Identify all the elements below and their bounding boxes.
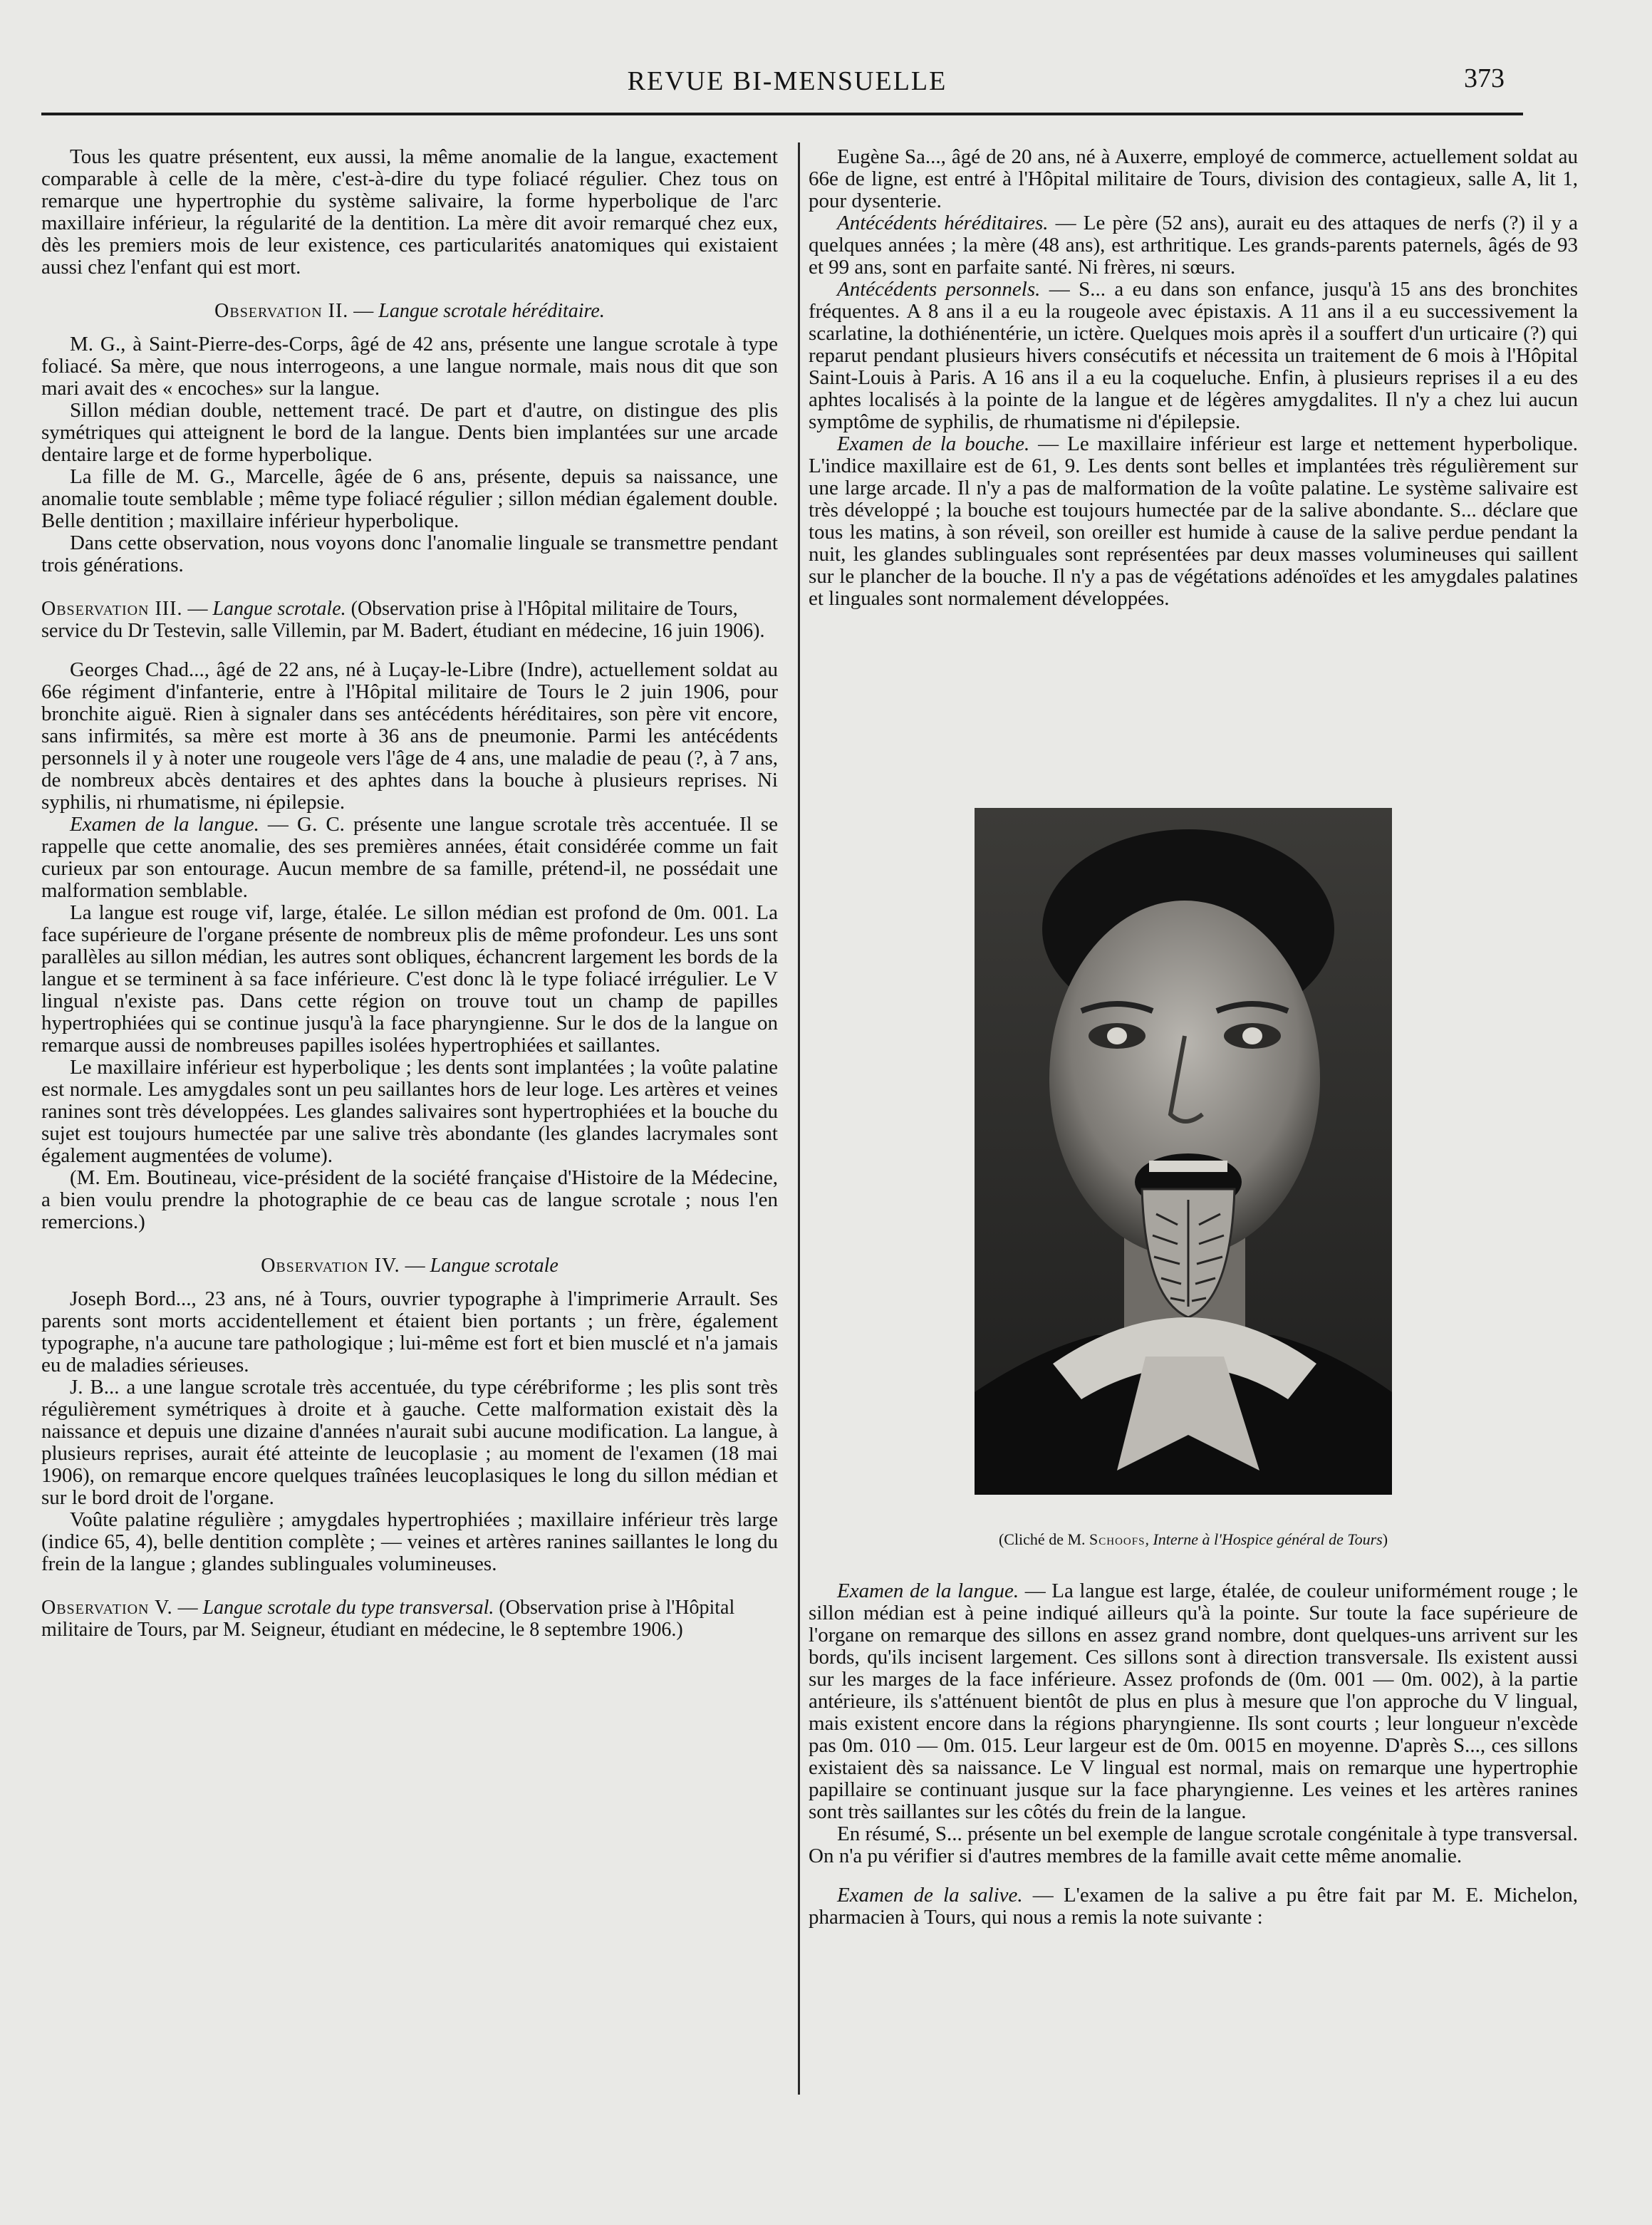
photograph-image xyxy=(975,808,1392,1495)
observation-source: (Observation prise à l'Hôpital militaire de Tours, par M. Seigneur, étudiant en médecine, le 8 septembre 1906.) xyxy=(41,1597,735,1641)
paragraph xyxy=(809,279,1578,433)
paragraph: Voûte palatine régulière ; amygdales hypertrophiées ; maxillaire inférieur très large (indice 65, 4), belle dentition complète ; — veines et artères ranines saillantes le long du frein de la langue ; glandes sublinguales volumineuses. xyxy=(41,1508,778,1575)
left-column xyxy=(41,146,778,1652)
paragraph: Eugène Sa..., âgé de 20 ans, né à Auxerre, employé de commerce, actuellement soldat au 66e de ligne, est entré à l'Hôpital militaire de Tours, division des contagieux, salle A, lit 1, pour dysenterie. xyxy=(809,145,1578,212)
paragraph: Le maxillaire inférieur est hyperbolique ; les dents sont implantées ; la voûte palatine est normale. Les amygdales sont un peu saillantes hors de leur loge. Les artères et veines ranines sont très développées. Les glandes salivaires sont hypertrophiées et la bouche du sujet est toujours humectée par une salive très abondante (les glandes lacrymales sont également augmentées de volume). xyxy=(41,1056,778,1167)
observation-label: Observation II. xyxy=(214,300,349,322)
paragraph: La fille de M. G., Marcelle, âgée de 6 ans, présente, depuis sa naissance, une anomalie toute semblable ; même type foliacé régulier ; sillon médian également double. Belle dentition ; maxillaire inférieur hyperbolique. xyxy=(41,465,778,532)
paragraph: Tous les quatre présentent, eux aussi, la même anomalie de la langue, exactement comparable à celle de la mère, c'est-à-dire du type foliacé régulier. Chez tous on remarque une hypertrophie du système salivaire, la forme hyperbolique de l'arc maxillaire inférieur, la régularité de la dentition. La mère dit avoir remarqué chez eux, dès les premiers mois de leur existence, ces particularités anatomiques qui existaient aussi chez l'enfant qui est mort. xyxy=(41,145,778,279)
page-number: 373 xyxy=(1464,63,1505,93)
section-label: Examen de la langue. xyxy=(837,1580,1019,1602)
section-label: Antécédents héréditaires. xyxy=(837,212,1049,234)
observation-source: (Observation prise à l'Hôpital militaire de Tours, service du Dr Testevin, salle Villemin, par M. Badert, étudiant en médecine, 16 juin 1906). xyxy=(41,598,765,642)
observation-label: Observation V. xyxy=(41,1597,173,1619)
photograph-caption xyxy=(809,1530,1578,1549)
header-rule xyxy=(41,113,1523,115)
heading-dash: — xyxy=(172,1597,203,1619)
heading-dash: — xyxy=(348,300,379,322)
paragraph-text: — G. C. présente une langue scrotale très accentuée. Il se rappelle que cette anomalie, des ses premières années, était considérée comme un fait curieux par son entourage. Aucun membre de sa famille, prétend-il, ne possédait une malformation semblable. xyxy=(41,813,778,902)
observation-subject: Langue scrotale héréditaire. xyxy=(378,300,605,322)
paragraph-text: — L'examen de la salive a pu être fait par M. E. Michelon, pharmacien à Tours, qui nous a remis la note suivante : xyxy=(809,1884,1578,1929)
paragraph xyxy=(809,212,1578,279)
paragraph: (M. Em. Boutineau, vice-président de la société française d'Histoire de la Médecine, a bien voulu prendre la photographie de ce beau cas de langue scrotale ; nous l'en remercions.) xyxy=(41,1166,778,1233)
observation-3-heading xyxy=(41,598,778,642)
observation-subject: Langue scrotale. xyxy=(212,598,346,620)
observation-5-heading xyxy=(41,1597,778,1641)
section-label: Antécédents personnels. xyxy=(837,278,1041,301)
paragraph-text: — La langue est large, étalée, de couleur uniformément rouge ; le sillon médian est à peine indiqué ailleurs qu'à la pointe. Sur toute la face supérieure de l'organe on remarque des sillons en assez grand nombre, dont quelques-uns arrivent sur les bords, qu'ils incisent largement. Ces sillons sont à direction transversale. Ils existent aussi sur les marges de la face inférieure. Assez profonds de (0m. 001 — 0m. 002), à la partie antérieure, ils s'atténuent bientôt de plus en plus à mesure que l'on approche du V lingual, mais existent encore dans la régions pharyngienne. Ils sont courts ; leur longueur n'excède pas 0m. 010 — 0m. 015. Leur largeur est de 0m. 0015 en moyenne. D'après S..., ces sillons existaient dès sa naissance. Le V lingual est normal, mais on remarque une hypertrophie papillaire se continuant jusque sur la face pharyngienne. Les veines et les artères ranines sont très saillantes sur les côtés du frein de la langue. xyxy=(809,1580,1578,1823)
paragraph-text: — Le maxillaire inférieur est large et nettement hyperbolique. L'indice maxillaire est de 61, 9. Les dents sont belles et implantées très régulièrement sur une large arcade. Il n'y a pas de malformation de la voûte palatine. Le système salivaire est très développé ; la bouche est toujours humectée par de la salive abondante. S... déclare que tous les matins, à son réveil, son oreiller est humide à cause de la salive perdue pendant la nuit, les glandes sublinguales sont représentées par deux masses volumineuses qui saillent sur le plancher de la bouche. Il n'y a pas de végétations adénoïdes et les amygdales palatines et linguales sont normalement développées. xyxy=(809,432,1578,610)
paragraph xyxy=(809,433,1578,610)
running-header-title: REVUE BI-MENSUELLE xyxy=(627,66,947,96)
column-divider xyxy=(798,142,800,2095)
section-label: Examen de la salive. xyxy=(837,1884,1023,1907)
caption-affiliation: , Interne à l'Hospice général de Tours xyxy=(1145,1530,1383,1548)
observation-label: Observation III. xyxy=(41,598,183,620)
paragraph xyxy=(809,1580,1578,1823)
observation-4-heading xyxy=(41,1255,778,1277)
observation-subject: Langue scrotale xyxy=(430,1255,559,1277)
paragraph: Dans cette observation, nous voyons donc l'anomalie linguale se transmettre pendant trois générations. xyxy=(41,531,778,576)
caption-prefix: (Cliché de M. xyxy=(998,1530,1090,1548)
paragraph: En résumé, S... présente un bel exemple de langue scrotale congénitale à type transversal. On n'a pu vérifier si d'autres membres de la famille avait cette même anomalie. xyxy=(809,1822,1578,1867)
paragraph-text: — S... a eu dans son enfance, jusqu'à 15 ans des bronchites fréquentes. A 8 ans il a eu la rougeole avec épistaxis. A 11 ans il a eu successivement la scarlatine, la dothiénentérie, un ictère. Quelques mois après il a souffert d'un urticaire (?) qui reparut pendant plusieurs hivers consécutifs et nécessita un traitement de 6 mois à l'Hôpital Saint-Louis à Paris. A 16 ans il a eu la coqueluche. Enfin, à plusieurs reprises il a eu des aphtes localisés à la pointe de la langue et de légères amygdalites. Il n'y a chez lui aucun symptôme de syphilis, de rhumatisme ni d'épilepsie. xyxy=(809,278,1578,433)
paragraph: M. G., à Saint-Pierre-des-Corps, âgé de 42 ans, présente une langue scrotale à type foliacé. Sa mère, que nous interrogeons, a une langue normale, mais nous dit que son mari avait des « encoches» sur la langue. xyxy=(41,333,778,400)
caption-close: ) xyxy=(1382,1530,1388,1548)
paragraph: Joseph Bord..., 23 ans, né à Tours, ouvrier typographe à l'imprimerie Arrault. Ses parents sont morts accidentellement et étaient bien portants ; un frère, également typographe, n'a aucune tare pathologique ; lui-même est fort et bien musclé et n'a jamais eu de maladies sérieuses. xyxy=(41,1287,778,1376)
paragraph xyxy=(809,1884,1578,1929)
section-label: Examen de la bouche. xyxy=(837,432,1030,455)
paragraph: Sillon médian double, nettement tracé. De part et d'autre, on distingue des plis symétriques qui atteignent le bord de la langue. Dents bien implantées sur une arcade dentaire large et de forme hyperbolique. xyxy=(41,399,778,466)
patient-photograph xyxy=(975,808,1392,1495)
observation-subject: Langue scrotale du type transversal. xyxy=(202,1597,494,1619)
observation-2-heading xyxy=(41,300,778,322)
right-column-lower xyxy=(809,1580,1578,1929)
heading-dash: — xyxy=(400,1255,430,1277)
observation-label: Observation IV. xyxy=(261,1255,400,1277)
right-column-upper xyxy=(809,146,1578,610)
caption-photographer: Schoofs xyxy=(1089,1530,1146,1548)
heading-dash: — xyxy=(182,598,213,620)
section-label: Examen de la langue. xyxy=(70,813,259,836)
paragraph: J. B... a une langue scrotale très accentuée, du type cérébriforme ; les plis sont très régulièrement symétriques à droite et à gauche. Cette malformation existait dès la naissance et depuis une dizaine d'années n'aurait subi aucune modification. La langue, à plusieurs reprises, aurait été atteinte de leucoplasie ; au moment de l'examen (18 mai 1906), on remarque encore quelques traînées leucoplasiques le long du sillon médian et sur le bord droit de l'organe. xyxy=(41,1376,778,1509)
paragraph xyxy=(41,814,778,902)
paragraph: Georges Chad..., âgé de 22 ans, né à Luçay-le-Libre (Indre), actuellement soldat au 66e régiment d'infanterie, entre à l'Hôpital militaire de Tours le 2 juin 1906, pour bronchite aiguë. Rien à signaler dans ses antécédents héréditaires, son père vit encore, sans infirmités, sa mère est morte à 36 ans de pneumonie. Parmi les antécédents personnels il y à noter une rougeole vers l'âge de 4 ans, une maladie de peau (?, à 7 ans, de nombreux abcès dentaires et des aphtes dans la bouche à plusieurs reprises. Ni syphilis, ni rhumatisme, ni épilepsie. xyxy=(41,658,778,814)
paragraph: La langue est rouge vif, large, étalée. Le sillon médian est profond de 0m. 001. La face supérieure de l'organe présente de nombreux plis de même profondeur. Les uns sont parallèles au sillon médian, les autres sont obliques, échancrent largement les bords de la langue et se terminent à sa face inférieure. C'est donc là le type foliacé irrégulier. Le V lingual n'existe pas. Dans cette région on trouve tout un champ de papilles hypertrophiées qui se continue jusqu'à la face pharyngienne. Sur le dos de la langue on remarque aussi de nombreuses papilles isolées hypertrophiées et saillantes. xyxy=(41,901,778,1057)
paragraph-text: — Le père (52 ans), aurait eu des attaques de nerfs (?) il y a quelques années ; la mère (48 ans), est arthritique. Les grands-parents paternels, âgés de 93 et 99 ans, sont en parfaite santé. Ni frères, ni sœurs. xyxy=(809,212,1578,279)
